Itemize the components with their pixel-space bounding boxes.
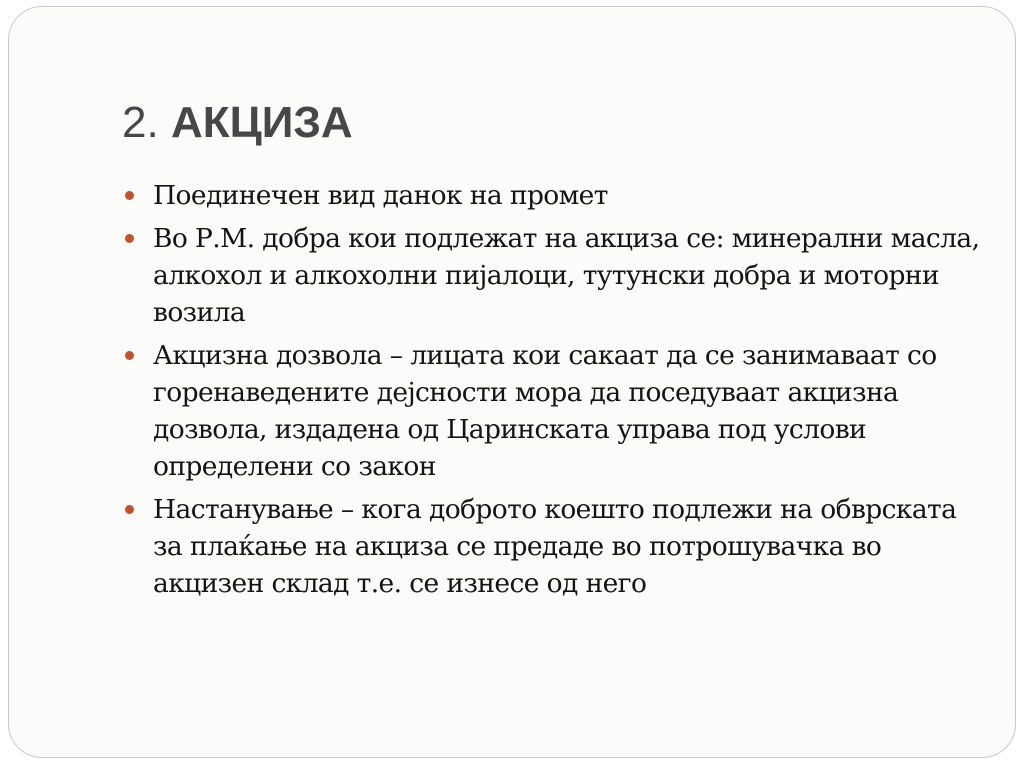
bullet-item bbox=[125, 491, 985, 602]
bullet-dot-icon bbox=[125, 505, 134, 514]
bullet-text: Акцизна дозвола – лицата кои сакаат да се занимаваат со горенаведените дејсности мора да поседуваат акцизна дозвола, издадена од Царинската управа под услови определени со закон bbox=[153, 340, 937, 482]
bullet-text: Поединечен вид данок на промет bbox=[153, 180, 608, 211]
title-number: 2. bbox=[122, 98, 159, 147]
title-text: АКЦИЗА bbox=[170, 98, 353, 147]
bullet-dot-icon bbox=[125, 191, 134, 200]
bullet-dot-icon bbox=[125, 351, 134, 360]
slide-title bbox=[122, 93, 353, 153]
bullet-item bbox=[125, 220, 985, 331]
bullet-list bbox=[125, 177, 985, 608]
bullet-item bbox=[125, 177, 985, 214]
bullet-dot-icon bbox=[125, 234, 134, 243]
bullet-text: Настанување – кога доброто коешто подлежи на обврската за плаќање на акциза се предаде во потрошувачка во акцизен склад т.е. се изнесе од него bbox=[153, 494, 957, 599]
slide-frame bbox=[8, 6, 1016, 758]
bullet-text: Во Р.М. добра кои подлежат на акциза се: минерални масла, алкохол и алкохолни пијалоци, тутунски добра и моторни возила bbox=[153, 223, 980, 328]
bullet-item bbox=[125, 337, 985, 485]
